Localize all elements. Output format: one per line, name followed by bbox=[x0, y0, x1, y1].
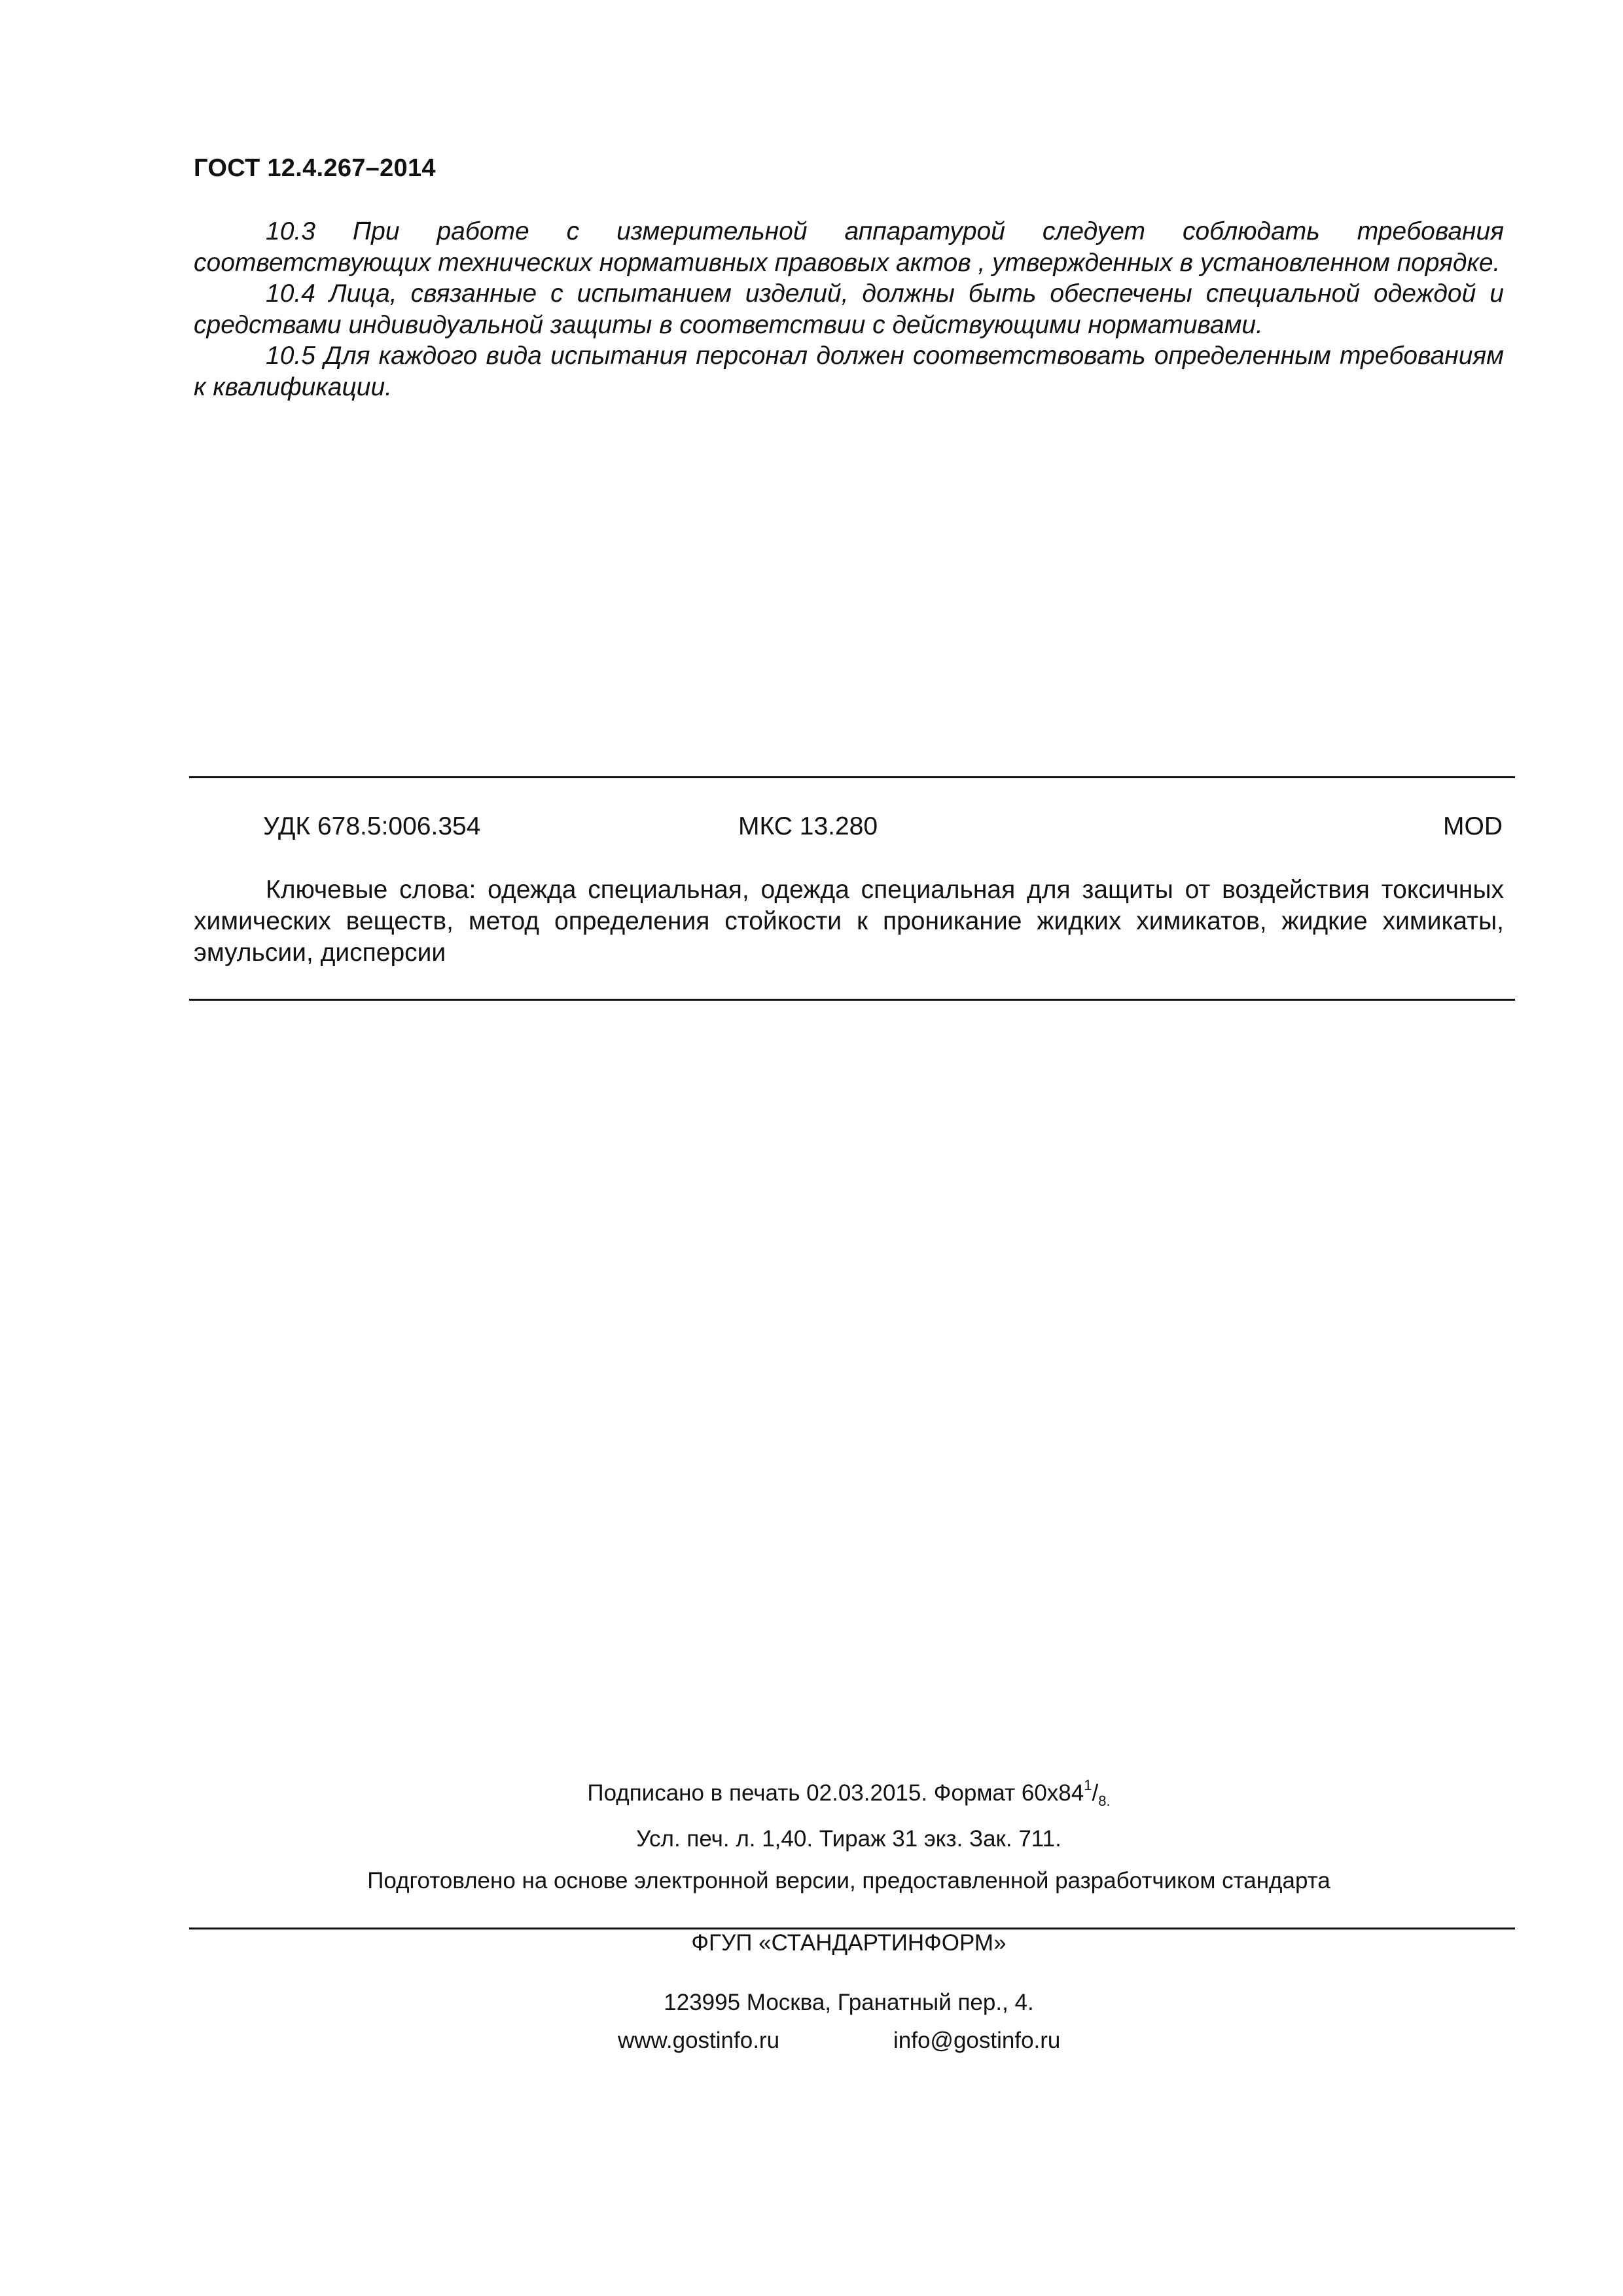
paragraph-10-5: 10.5 Для каждого вида испытания персонал должен соответствовать определенным требованиям к квалификации. bbox=[194, 342, 1504, 401]
prepared-note: Подготовлено на основе электронной версии, предоставленной разработчиком стандарта bbox=[367, 1868, 1330, 1893]
mod-marker: MOD bbox=[1443, 812, 1503, 840]
print-details: Усл. печ. л. 1,40. Тираж 31 экз. Зак. 711. bbox=[636, 1826, 1061, 1852]
publisher-address: 123995 Москва, Гранатный пер., 4. bbox=[664, 1990, 1034, 2015]
keywords-block bbox=[194, 874, 1504, 969]
signed-for-print: Подписано в печать 02.03.2015. Формат $60х84^1/_{8.}$ bbox=[587, 1777, 1111, 1809]
signed-for-print-text: Подписано в печать 02.03.2015. Формат 60х84 bbox=[587, 1780, 1084, 1806]
format-numerator: 1 bbox=[1084, 1777, 1092, 1793]
document-code-header: ГОСТ 12.4.267–2014 bbox=[194, 154, 436, 182]
format-denominator: 8. bbox=[1098, 1793, 1111, 1809]
udk-code: УДК 678.5:006.354 bbox=[263, 812, 481, 840]
top-divider bbox=[189, 776, 1515, 778]
paragraph-10-4: 10.4 Лица, связанные с испытанием изделий, должны быть обеспечены специальной одеждой и средствами индивидуальной защиты в соответствии с действующими нормативами. bbox=[194, 279, 1504, 339]
publisher-name: ФГУП «СТАНДАРТИНФОРМ» bbox=[691, 1930, 1007, 1956]
mks-code: МКС 13.280 bbox=[738, 812, 878, 840]
bottom-divider bbox=[189, 999, 1515, 1001]
paragraph-10-3: 10.3 При работе с измерительной аппаратурой следует соблюдать требования соответствующих технических нормативных правовых актов , утвержденных в установленном порядке. bbox=[194, 217, 1504, 277]
email-link[interactable]: info@gostinfo.ru bbox=[893, 2028, 1061, 2053]
keywords-text: Ключевые слова: одежда специальная, одежда специальная для защиты от воздействия токсичных химических веществ, метод определения стойкости к проникание жидких химикатов, жидкие химикаты, эмульсии, дисперсии bbox=[194, 876, 1504, 967]
website-link[interactable]: www.gostinfo.ru bbox=[618, 2028, 780, 2053]
classification-row bbox=[194, 812, 1503, 852]
section-10-text bbox=[194, 216, 1504, 403]
